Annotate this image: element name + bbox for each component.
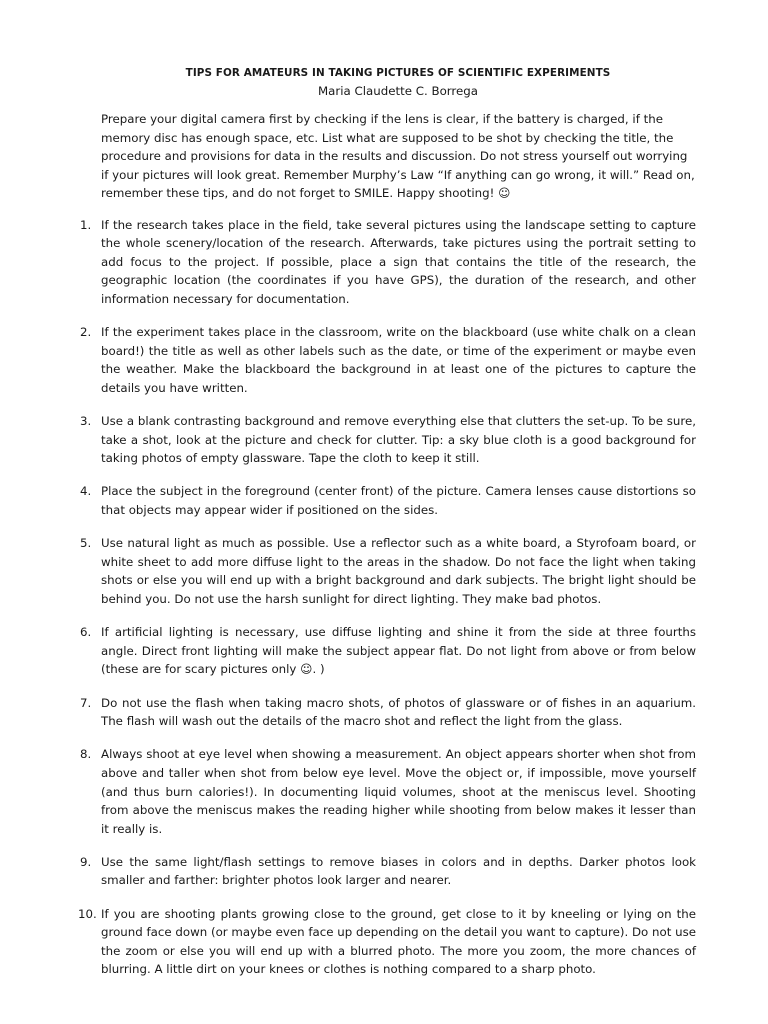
list-item [80, 623, 696, 679]
list-item [80, 853, 696, 890]
list-item-number: 9. [80, 854, 92, 869]
list-item [80, 412, 696, 468]
list-item-number: 3. [80, 414, 92, 429]
list-item-text: If the research takes place in the field, take several pictures using the landscape setting to capture the whole scenery/location of the research. Afterwards, take pictures using the portrait setting to add focus to the project. If possible, place a sign that contains the title of the research, the geographic location (the coordinates if you have GPS), the duration of the research, and other information necessary for documentation. [101, 217, 696, 306]
document-author: Maria Claudette C. Borrega [318, 84, 478, 98]
list-item-number: 2. [80, 325, 92, 340]
list-item [80, 323, 696, 397]
list-item-text: Use natural light as much as possible. Use a reflector such as a white board, a Styrofoam board, or white sheet to add more diffuse light to the areas in the shadow. Do not face the light when taking shots or else you will end up with a bright background and dark subjects. The bright light should be behind you. Do not use the harsh sunlight for direct lighting. They make bad photos. [101, 536, 696, 606]
list-item [80, 534, 696, 608]
list-item-text: If you are shooting plants growing close to the ground, get close to it by kneeling or lying on the ground face down (or maybe even face up depending on the detail you want to capture). Do not use the zoom or else you will end up with a blurred photo. The more you zoom, the more chances of blurring. A little dirt on your knees or clothes is nothing compared to a sharp photo. [101, 906, 696, 977]
list-item-number: 5. [80, 536, 92, 551]
list-item [80, 694, 696, 731]
tips-list [80, 216, 696, 980]
document-title: TIPS FOR AMATEURS IN TAKING PICTURES OF SCIENTIFIC EXPERIMENTS [185, 67, 611, 79]
list-item-text: Always shoot at eye level when showing a measurement. An object appears shorter when shot from above and taller when shot from below eye level. Move the object or, if impossible, move yourself (and thus burn calories!). In documenting liquid volumes, shoot at the meniscus level. Shooting from above the meniscus makes the reading higher while shooting from below makes it lesser than it really is. [101, 747, 696, 836]
list-item-text: Place the subject in the foreground (center front) of the picture. Camera lenses cause distortions so that objects may appear wider if positioned on the sides. [101, 484, 696, 517]
list-item-text: If artificial lighting is necessary, use diffuse lighting and shine it from the side at three fourths angle. Direct front lighting will make the subject appear flat. Do not light from above or from below (these are for scary pictures only ☺. ) [101, 625, 696, 677]
intro-paragraph: Prepare your digital camera first by checking if the lens is clear, if the battery is charged, if the memory disc has enough space, etc. List what are supposed to be shot by checking the title, the procedure and provisions for data in the results and discussion. Do not stress yourself out worrying if your pictures will look great. Remember Murphy’s Law “If anything can go wrong, it will.” Read on, remember these tips, and do not forget to SMILE. Happy shooting! ☺ [101, 112, 695, 200]
list-item-text: If the experiment takes place in the classroom, write on the blackboard (use white chalk on a clean board!) the title as well as other labels such as the date, or time of the experiment or maybe even the weather. Make the blackboard the background in at least one of the pictures to capture the details you have written. [101, 325, 696, 395]
list-item-text: Do not use the flash when taking macro shots, of photos of glassware or of fishes in an aquarium. The flash will wash out the details of the macro shot and reflect the light from the glass. [101, 695, 696, 729]
list-item-number: 1. [80, 217, 92, 232]
list-item [80, 482, 696, 519]
list-item [80, 745, 696, 838]
list-item-text: Use the same light/flash settings to remove biases in colors and in depths. Darker photos look smaller and farther: brighter photos look larger and nearer. [101, 854, 696, 888]
list-item-number: 7. [80, 695, 92, 710]
list-item [80, 216, 696, 309]
list-item-number: 4. [80, 484, 92, 499]
list-item-number: 6. [80, 625, 92, 640]
list-item-number: 8. [80, 747, 92, 762]
list-item-text: Use a blank contrasting background and remove everything else that clutters the set-up. To be sure, take a shot, look at the picture and check for clutter. Tip: a sky blue cloth is a good background for taking photos of empty glassware. Tape the cloth to keep it still. [101, 414, 696, 466]
list-item-number: 10. [78, 906, 97, 921]
list-item [80, 905, 696, 979]
